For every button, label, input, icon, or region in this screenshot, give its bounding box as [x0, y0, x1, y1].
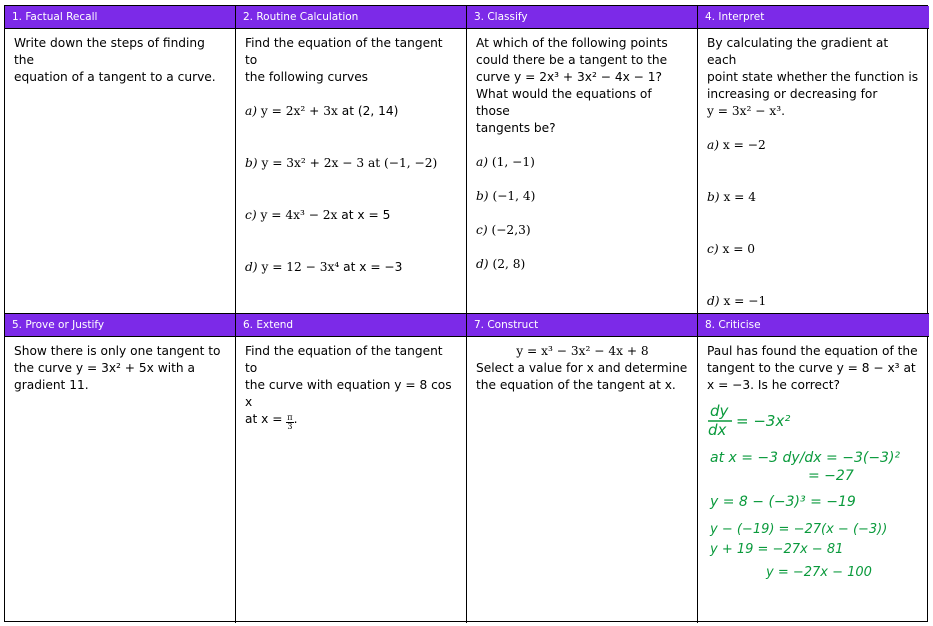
- cell-body: [5, 29, 235, 86]
- text-line: the following curves: [245, 70, 369, 84]
- cell-header: 2. Routine Calculation: [236, 6, 466, 29]
- item-expression: y = 2x² + 3x: [260, 104, 338, 118]
- cell-header: 7. Construct: [467, 314, 697, 337]
- cell-classify: [467, 6, 698, 314]
- text-line: Write down the steps of finding the: [14, 36, 205, 67]
- cell-header: 6. Extend: [236, 314, 466, 337]
- hw-line-3: = −27: [808, 468, 854, 484]
- item-tail: at (2, 14): [341, 104, 399, 118]
- hw-line-1c: = −3x²: [736, 412, 791, 430]
- item-expression: (2, 8): [492, 257, 526, 271]
- question-item-c: [245, 207, 458, 224]
- cell-body: [236, 337, 466, 431]
- item-expression: x = −1: [723, 294, 767, 308]
- value-item-d: [707, 293, 921, 310]
- text-line: point state whether the function is: [707, 70, 919, 84]
- item-label: d): [476, 257, 489, 271]
- item-label: a): [476, 155, 489, 169]
- question-item-a: [245, 103, 458, 120]
- text-line: Find the equation of the tangent to: [245, 344, 443, 375]
- cell-body: [698, 337, 929, 394]
- item-label: c): [245, 208, 257, 222]
- hw-line-1: dy: [710, 402, 729, 420]
- item-label: a): [707, 138, 720, 152]
- item-tail: at x = 5: [341, 208, 391, 222]
- task-grid: [4, 5, 928, 622]
- value-item-a: [707, 137, 921, 154]
- fraction-denominator: 3: [287, 422, 293, 431]
- text-line: By calculating the gradient at each: [707, 36, 889, 67]
- text-line: What would the equations of those: [476, 87, 652, 118]
- period-mark: .: [293, 412, 298, 426]
- item-expression: x = −2: [722, 138, 766, 152]
- text-line: curve y = 2x³ + 3x² − 4x − 1?: [476, 70, 662, 84]
- item-label: d): [245, 260, 258, 274]
- item-expression: y = 3x² + 2x − 3 at (−1, −2): [261, 156, 438, 170]
- hw-line-1b: dx: [708, 421, 727, 439]
- item-label: b): [245, 156, 258, 170]
- point-item-c: [476, 222, 689, 239]
- cell-interpret: [698, 6, 929, 314]
- text-line: y = 3x² − x³.: [707, 104, 785, 118]
- text-line: tangent to the curve y = 8 − x³ at: [707, 361, 916, 375]
- value-item-b: [707, 189, 921, 206]
- text-line: Select a value for x and determine: [476, 361, 688, 375]
- text-line: could there be a tangent to the: [476, 53, 668, 67]
- cell-body: [467, 337, 697, 394]
- hw-line-6: y + 19 = −27x − 81: [710, 542, 844, 557]
- text-line-with-fraction: [245, 411, 458, 431]
- question-item-b: [245, 155, 458, 172]
- cell-routine-calculation: [236, 6, 467, 314]
- item-label: d): [707, 294, 720, 308]
- item-expression: y = 12 − 3x⁴: [261, 260, 340, 274]
- cell-body: [5, 337, 235, 394]
- question-item-d: [245, 259, 458, 276]
- handwritten-working: [700, 402, 925, 592]
- text-line: Show there is only one tangent to: [14, 344, 221, 358]
- text-line: the equation of the tangent at x.: [476, 378, 676, 392]
- cell-body: [698, 29, 929, 310]
- item-expression: x = 4: [723, 190, 757, 204]
- item-tail: at x = −3: [343, 260, 403, 274]
- item-expression: (1, −1): [491, 155, 535, 169]
- function-equation: y = x³ − 3x² − 4x + 8: [516, 344, 649, 358]
- hw-line-4: y = 8 − (−3)³ = −19: [710, 494, 856, 510]
- item-label: b): [707, 190, 720, 204]
- item-label: b): [476, 189, 489, 203]
- point-item-a: [476, 154, 689, 171]
- item-label: a): [245, 104, 258, 118]
- text-line: Find the equation of the tangent to: [245, 36, 443, 67]
- cell-extend: [236, 314, 467, 623]
- fraction-numerator: π: [287, 413, 293, 422]
- text-fragment: at x =: [245, 412, 283, 426]
- cell-header: 5. Prove or Justify: [5, 314, 235, 337]
- text-line: At which of the following points: [476, 36, 668, 50]
- hw-line-2: at x = −3 dy/dx = −3(−3)²: [710, 450, 901, 466]
- item-expression: (−1, 4): [492, 189, 536, 203]
- text-line: gradient 11.: [14, 378, 89, 392]
- value-item-c: [707, 241, 921, 258]
- cell-prove-or-justify: [5, 314, 236, 623]
- item-expression: (−2,3): [491, 223, 531, 237]
- cell-header: 4. Interpret: [698, 6, 929, 29]
- text-line: increasing or decreasing for: [707, 87, 878, 101]
- cell-body: [467, 29, 697, 273]
- point-item-d: [476, 256, 689, 273]
- fraction-pi-over-3: [286, 414, 293, 431]
- cell-header: 1. Factual Recall: [5, 6, 235, 29]
- text-line: x = −3. Is he correct?: [707, 378, 840, 392]
- text-line: tangents be?: [476, 121, 556, 135]
- item-label: c): [476, 223, 488, 237]
- cell-criticise: [698, 314, 929, 623]
- item-label: c): [707, 242, 719, 256]
- cell-construct: [467, 314, 698, 623]
- cell-header: 8. Criticise: [698, 314, 929, 337]
- cell-factual-recall: [5, 6, 236, 314]
- item-expression: y = 4x³ − 2x: [260, 208, 338, 222]
- text-line: Paul has found the equation of the: [707, 344, 918, 358]
- item-expression: x = 0: [722, 242, 756, 256]
- text-line: the curve y = 3x² + 5x with a: [14, 361, 195, 375]
- text-line: the curve with equation y = 8 cos x: [245, 378, 452, 409]
- point-item-b: [476, 188, 689, 205]
- cell-header: 3. Classify: [467, 6, 697, 29]
- hw-line-5: y − (−19) = −27(x − (−3)): [710, 522, 888, 537]
- cell-body: [236, 29, 466, 276]
- text-line: equation of a tangent to a curve.: [14, 70, 216, 84]
- hw-line-7: y = −27x − 100: [766, 565, 872, 580]
